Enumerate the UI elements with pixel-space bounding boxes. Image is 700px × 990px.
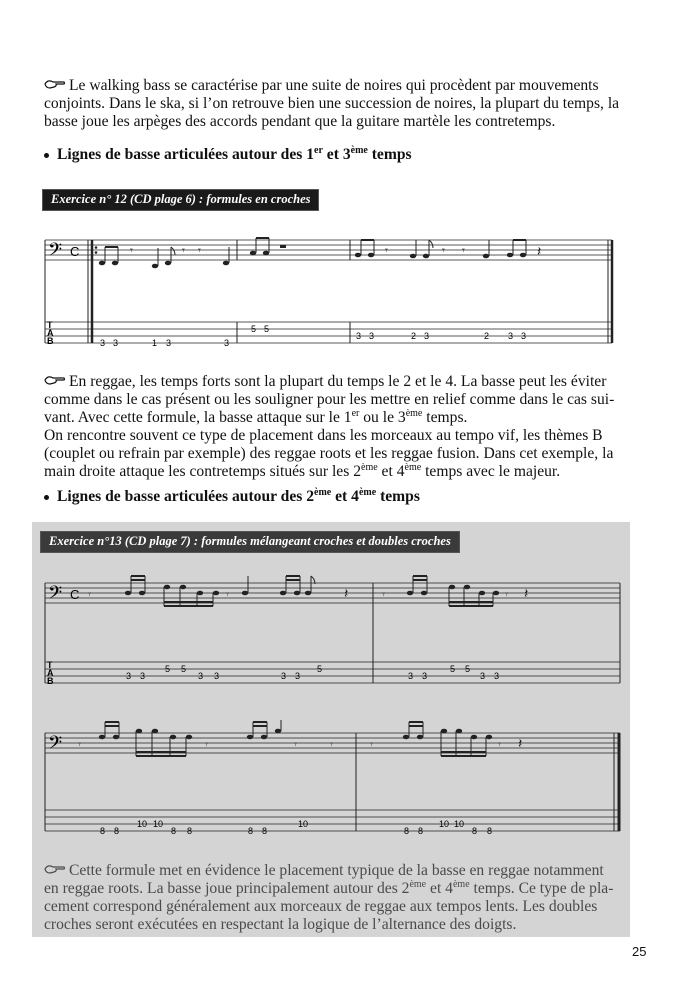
section-heading-2: Lignes de basse articulées autour des 2ème et 4ème temps: [44, 488, 420, 506]
tab-letter-t: T: [47, 660, 53, 670]
svg-text:10: 10: [298, 819, 309, 829]
tab-letter-b: B: [47, 336, 54, 346]
svg-text:𝄾: 𝄾: [442, 245, 445, 257]
para2-line-6: main droite attaque les contretemps situés sur les 2ème et 4ème temps avec le majeur.: [44, 461, 561, 480]
svg-text:8: 8: [114, 826, 120, 836]
svg-text:3: 3: [494, 671, 500, 681]
notes-ex13-a: [88, 576, 528, 606]
svg-text:8: 8: [472, 826, 478, 836]
intro-line-3: basse joue les arpèges des accords pendant que la guitare martèle les contretemps.: [44, 113, 556, 130]
time-signature-2: C: [70, 587, 80, 602]
intro-line-2: conjoints. Dans le ska, si l’on retrouve bien une succession de noires, la plupart du temps, la: [44, 95, 620, 112]
svg-text:𝄾: 𝄾: [198, 245, 201, 257]
intro-paragraph: [44, 77, 650, 131]
pointing-hand-icon: [44, 373, 66, 385]
svg-text:3: 3: [480, 671, 486, 681]
svg-text:8: 8: [418, 826, 424, 836]
svg-text:𝄽: 𝄽: [524, 585, 529, 601]
exercise-13-label: Exercice n°13 (CD plage 7) : formules mélangeant croches et doubles croches: [40, 531, 460, 553]
svg-text:𝄽: 𝄽: [344, 585, 349, 601]
svg-text:3: 3: [214, 671, 220, 681]
svg-text:3: 3: [281, 671, 287, 681]
svg-text:3: 3: [224, 338, 230, 348]
svg-text:3: 3: [424, 331, 430, 341]
svg-text:5: 5: [181, 664, 187, 674]
svg-text:10: 10: [137, 819, 148, 829]
svg-text:5: 5: [165, 664, 171, 674]
para3-line-1: Cette formule met en évidence le placement typique de la basse en reggae notamment: [44, 862, 624, 880]
exercise-13-score-2: [40, 720, 625, 845]
para3-line-4: croches seront exécutées en respectant la logique de l’alternance des doigts.: [44, 916, 517, 933]
svg-text:𝄾: 𝄾: [370, 739, 373, 751]
svg-text:𝄾: 𝄾: [226, 589, 229, 601]
para2-line-5: (couplet ou refrain par exemple) des reggae roots et les reggae fusion. Dans cet exemple, la: [44, 445, 614, 462]
svg-text:𝄾: 𝄾: [205, 739, 208, 751]
svg-text:8: 8: [187, 826, 193, 836]
svg-text:2: 2: [411, 331, 417, 341]
svg-text:10: 10: [439, 819, 450, 829]
tab-numbers-ex13-b: [100, 819, 492, 836]
svg-text:3: 3: [295, 671, 301, 681]
svg-text:𝄽: 𝄽: [518, 735, 523, 751]
svg-text:3: 3: [100, 338, 106, 348]
explanation-paragraph: [44, 862, 624, 934]
svg-text:𝄾: 𝄾: [330, 739, 333, 751]
svg-text:3: 3: [356, 331, 362, 341]
svg-text:𝄾: 𝄾: [385, 245, 388, 257]
svg-text:𝄾: 𝄾: [498, 739, 501, 751]
svg-text:𝄾: 𝄾: [78, 739, 81, 751]
svg-text:𝄽: 𝄽: [537, 243, 542, 259]
svg-text:𝄾: 𝄾: [130, 245, 133, 257]
svg-text:𝄾: 𝄾: [382, 589, 385, 601]
svg-text:1: 1: [152, 338, 158, 348]
time-signature-1: C: [70, 244, 80, 259]
reggae-paragraph: [44, 373, 650, 481]
tab-numbers-ex13-a: [126, 664, 499, 681]
svg-text:5: 5: [317, 664, 323, 674]
svg-text:3: 3: [369, 331, 375, 341]
exercise-13-score-1: [40, 570, 625, 695]
svg-text:𝄾: 𝄾: [505, 589, 508, 601]
pointing-hand-icon: [44, 862, 66, 874]
svg-text:10: 10: [454, 819, 465, 829]
para3-line-3: cement correspond généralement aux morceaux de reggae aux tempos lents. Les doubles: [44, 898, 598, 915]
para3-line-2: en reggae roots. La basse joue principalement autour des 2ème et 4ème temps. Ce type de pla-: [44, 878, 614, 897]
section-heading-1: Lignes de basse articulées autour des 1er et 3ème temps: [44, 146, 412, 164]
para2-line-3: vant. Avec cette formule, la basse attaque sur le 1er ou le 3ème temps.: [44, 407, 468, 426]
svg-text:3: 3: [166, 338, 172, 348]
bass-clef-icon: 𝄢: [48, 239, 63, 264]
svg-text:2: 2: [484, 331, 490, 341]
tab-letter-b: B: [47, 676, 54, 686]
tab-letter-a: A: [47, 328, 54, 338]
bullet-icon: [44, 153, 49, 158]
svg-text:8: 8: [100, 826, 106, 836]
svg-text:8: 8: [487, 826, 493, 836]
svg-text:8: 8: [248, 826, 254, 836]
svg-text:8: 8: [404, 826, 410, 836]
svg-text:8: 8: [171, 826, 177, 836]
svg-text:5: 5: [450, 664, 456, 674]
para2-line-4: On rencontre souvent ce type de placement dans les morceaux au tempo vif, les thèmes B: [44, 427, 603, 444]
para2-line-2: comme dans le cas présent ou les souligner pour les mettre en relief comme dans le cas sui-: [44, 391, 615, 408]
bass-clef-icon: 𝄢: [48, 732, 63, 757]
intro-line-1: Le walking bass se caractérise par une suite de noires qui procèdent par mouvements: [44, 77, 650, 95]
bullet-icon: [44, 495, 49, 500]
exercise-12-score: [40, 232, 620, 357]
tab-letter-t: T: [47, 320, 53, 330]
svg-text:𝄾: 𝄾: [88, 589, 91, 601]
svg-text:3: 3: [422, 671, 428, 681]
svg-text:3: 3: [508, 331, 514, 341]
svg-text:3: 3: [521, 331, 527, 341]
page-number: 25: [632, 944, 647, 959]
para2-line-1: En reggae, les temps forts sont la plupart du temps le 2 et le 4. La basse peut les éviter: [44, 373, 650, 391]
svg-text:𝄾: 𝄾: [182, 245, 185, 257]
svg-text:𝄾: 𝄾: [294, 739, 297, 751]
exercise-12-label: Exercice n° 12 (CD plage 6) : formules en croches: [42, 189, 319, 211]
svg-text:5: 5: [264, 324, 270, 334]
svg-text:8: 8: [262, 826, 268, 836]
svg-text:10: 10: [153, 819, 164, 829]
svg-text:3: 3: [113, 338, 119, 348]
svg-text:3: 3: [126, 671, 132, 681]
svg-text:𝄾: 𝄾: [462, 245, 465, 257]
bass-clef-icon: 𝄢: [48, 582, 63, 607]
svg-text:3: 3: [408, 671, 414, 681]
pointing-hand-icon: [44, 77, 66, 89]
svg-text:5: 5: [465, 664, 471, 674]
tab-letter-a: A: [47, 668, 54, 678]
svg-text:5: 5: [251, 324, 257, 334]
svg-text:3: 3: [198, 671, 204, 681]
notes-ex12: [99, 238, 541, 268]
svg-text:3: 3: [140, 671, 146, 681]
